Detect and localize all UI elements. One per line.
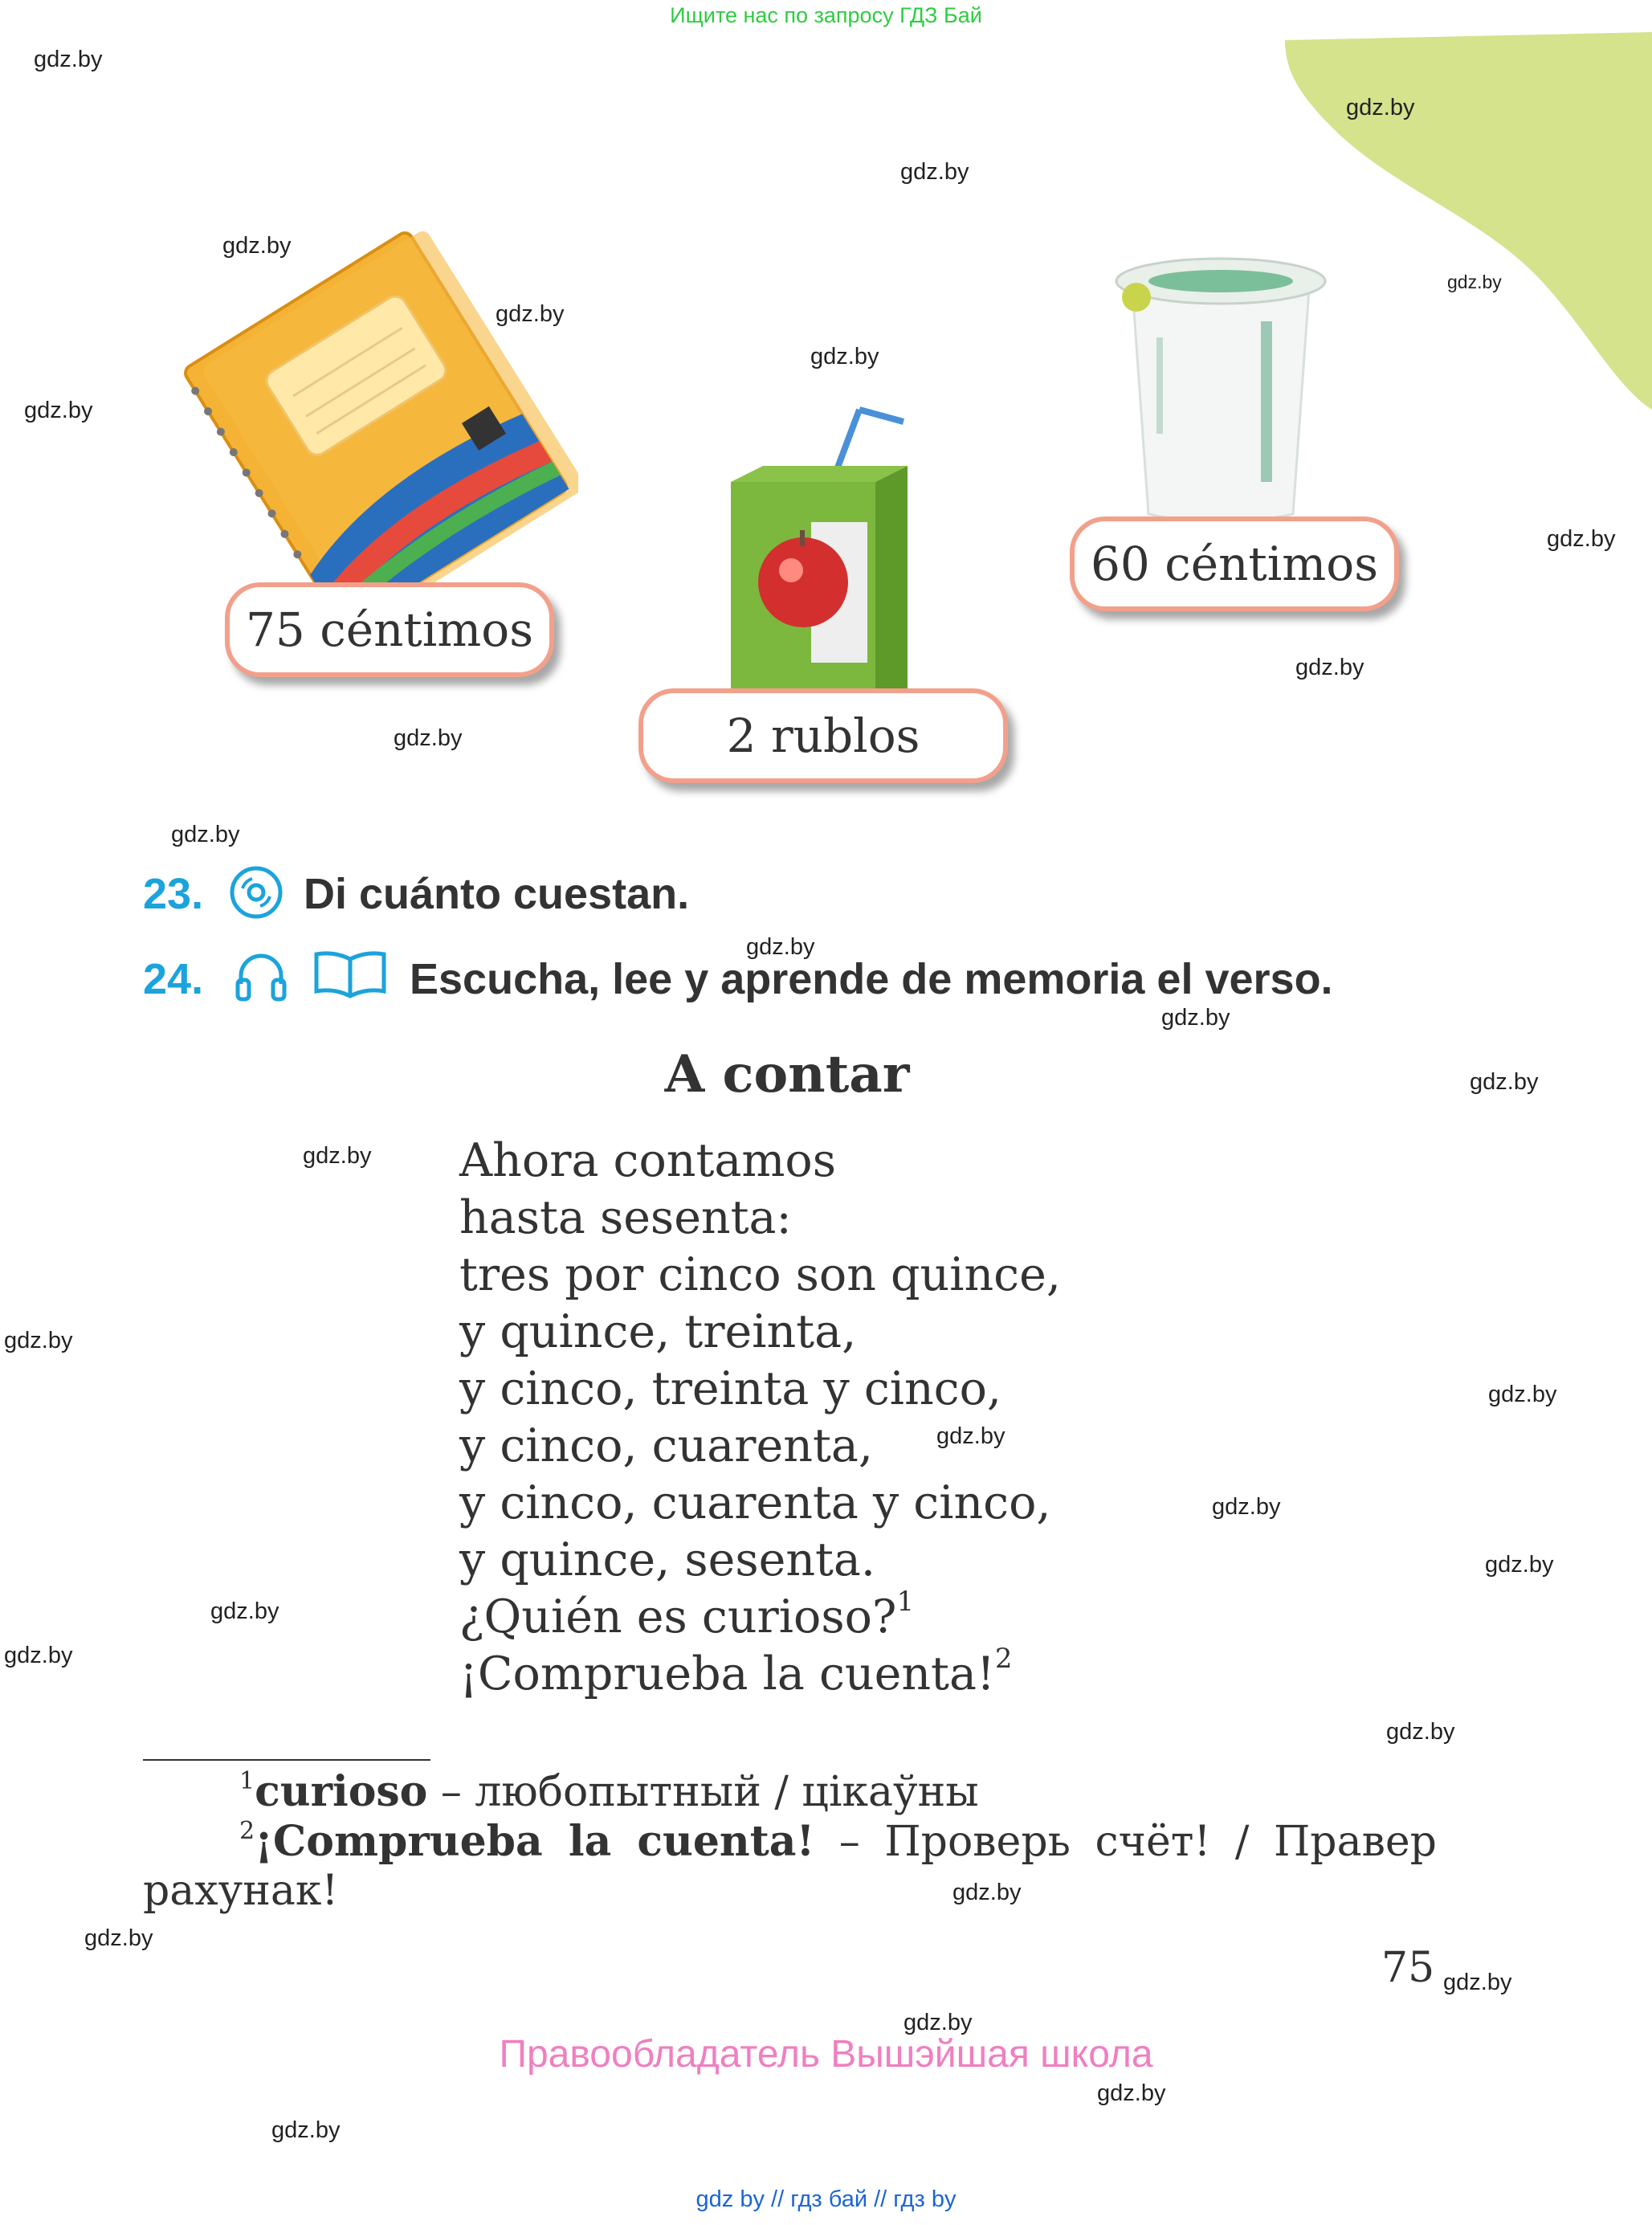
watermark: gdz.by [84, 1925, 153, 1951]
watermark: gdz.by [1346, 95, 1415, 120]
footnote-term: curioso [255, 1767, 428, 1816]
footnote-translation: любопытный / цікаўны [475, 1768, 979, 1816]
watermark: gdz.by [904, 2010, 973, 2035]
watermark: gdz.by [1443, 1970, 1512, 1995]
watermark: gdz.by [303, 1143, 372, 1169]
task-number: 24. [143, 955, 204, 1003]
page-number: 75 [1381, 1944, 1435, 1992]
watermark: gdz.by [1447, 271, 1502, 292]
watermark: gdz.by [4, 1643, 73, 1668]
watermark: gdz.by [1295, 655, 1364, 680]
footnote-translation: Проверь счёт! / Правер [884, 1818, 1437, 1866]
footnote-mark: 2 [994, 1643, 1013, 1675]
watermark: gdz.by [210, 1598, 279, 1624]
footnote-2-continued: рахунак! [143, 1867, 339, 1915]
poem-line: Ahora contamos [459, 1134, 836, 1187]
footnote-term: ¡Comprueba la cuenta! [255, 1817, 815, 1866]
watermark: gdz.by [394, 725, 463, 751]
price-tag-notebook: 75 céntimos [225, 582, 554, 677]
watermark: gdz.by [1386, 1719, 1455, 1745]
poem-line: y cinco, cuarenta, [459, 1419, 873, 1472]
watermark: gdz.by [34, 47, 103, 72]
watermark: gdz.by [1097, 2080, 1166, 2106]
footnote-2 [239, 1817, 1437, 1866]
footnote-mark: 1 [896, 1586, 915, 1618]
watermark: gdz.by [1547, 526, 1616, 552]
footnote-dash: – [427, 1768, 475, 1816]
watermark: gdz.by [1488, 1382, 1557, 1407]
watermark: gdz.by [222, 233, 292, 259]
yogurt-cup-image [1100, 249, 1341, 538]
watermark: gdz.by [496, 301, 565, 327]
footnote-divider [143, 1759, 430, 1761]
footnote-mark: 1 [239, 1767, 255, 1795]
poem-line-text: ¡Comprueba la cuenta! [459, 1647, 995, 1700]
poem-line: y cinco, treinta y cinco, [459, 1362, 1002, 1415]
watermark: gdz.by [4, 1328, 73, 1353]
watermark: gdz.by [1161, 1005, 1230, 1031]
poem-line: y quince, sesenta. [459, 1533, 876, 1586]
poem-line-text: ¿Quién es curioso? [459, 1590, 897, 1643]
watermark: gdz.by [171, 822, 240, 847]
open-book-icon[interactable] [312, 949, 389, 999]
footnote-1 [239, 1767, 979, 1816]
watermark: gdz.by [1470, 1069, 1539, 1095]
footnote-mark: 2 [239, 1817, 255, 1845]
task-23-text-wrap [304, 869, 689, 919]
poem-line-with-footnote [459, 1586, 915, 1643]
task-23 [143, 869, 203, 919]
task-text: Di cuánto cuestan. [304, 870, 690, 918]
poem-line: tres por cinco son quince, [459, 1248, 1061, 1301]
footnote-dash: – [814, 1818, 885, 1866]
bottom-links[interactable]: gdz by // гдз бай // гдз by [695, 2186, 957, 2212]
poem-line: y quince, treinta, [459, 1305, 857, 1358]
watermark: gdz.by [900, 159, 969, 185]
watermark: gdz.by [952, 1880, 1022, 1905]
watermark: gdz.by [271, 2117, 341, 2143]
task-24 [143, 954, 203, 1004]
watermark: gdz.by [1212, 1494, 1281, 1520]
poem-line: hasta sesenta: [459, 1191, 792, 1244]
watermark: gdz.by [810, 344, 879, 369]
watermark: gdz.by [24, 398, 93, 423]
copyright-notice: Правообладатель Вышэйшая школа [499, 2033, 1153, 2076]
watermark: gdz.by [746, 934, 815, 960]
juice-box-image [723, 402, 932, 707]
task-24-text-wrap [410, 954, 1333, 1004]
price-tag-yogurt: 60 céntimos [1070, 516, 1399, 611]
top-banner[interactable]: Ищите нас по запросу ГДЗ Бай [670, 3, 982, 27]
task-number: 23. [143, 870, 204, 918]
watermark: gdz.by [936, 1423, 1005, 1449]
price-tag-juice: 2 rublos [638, 688, 1008, 783]
notebook-image [177, 225, 578, 586]
poem-line-with-footnote [459, 1643, 1013, 1700]
poem-line: y cinco, cuarenta y cinco, [459, 1476, 1051, 1529]
poem-title: A contar [664, 1044, 910, 1104]
task-text: Escucha, lee y aprende de memoria el verso. [410, 955, 1333, 1003]
headphones-icon[interactable] [233, 948, 289, 1004]
watermark: gdz.by [1485, 1552, 1554, 1578]
cd-disc-icon[interactable] [228, 864, 284, 921]
